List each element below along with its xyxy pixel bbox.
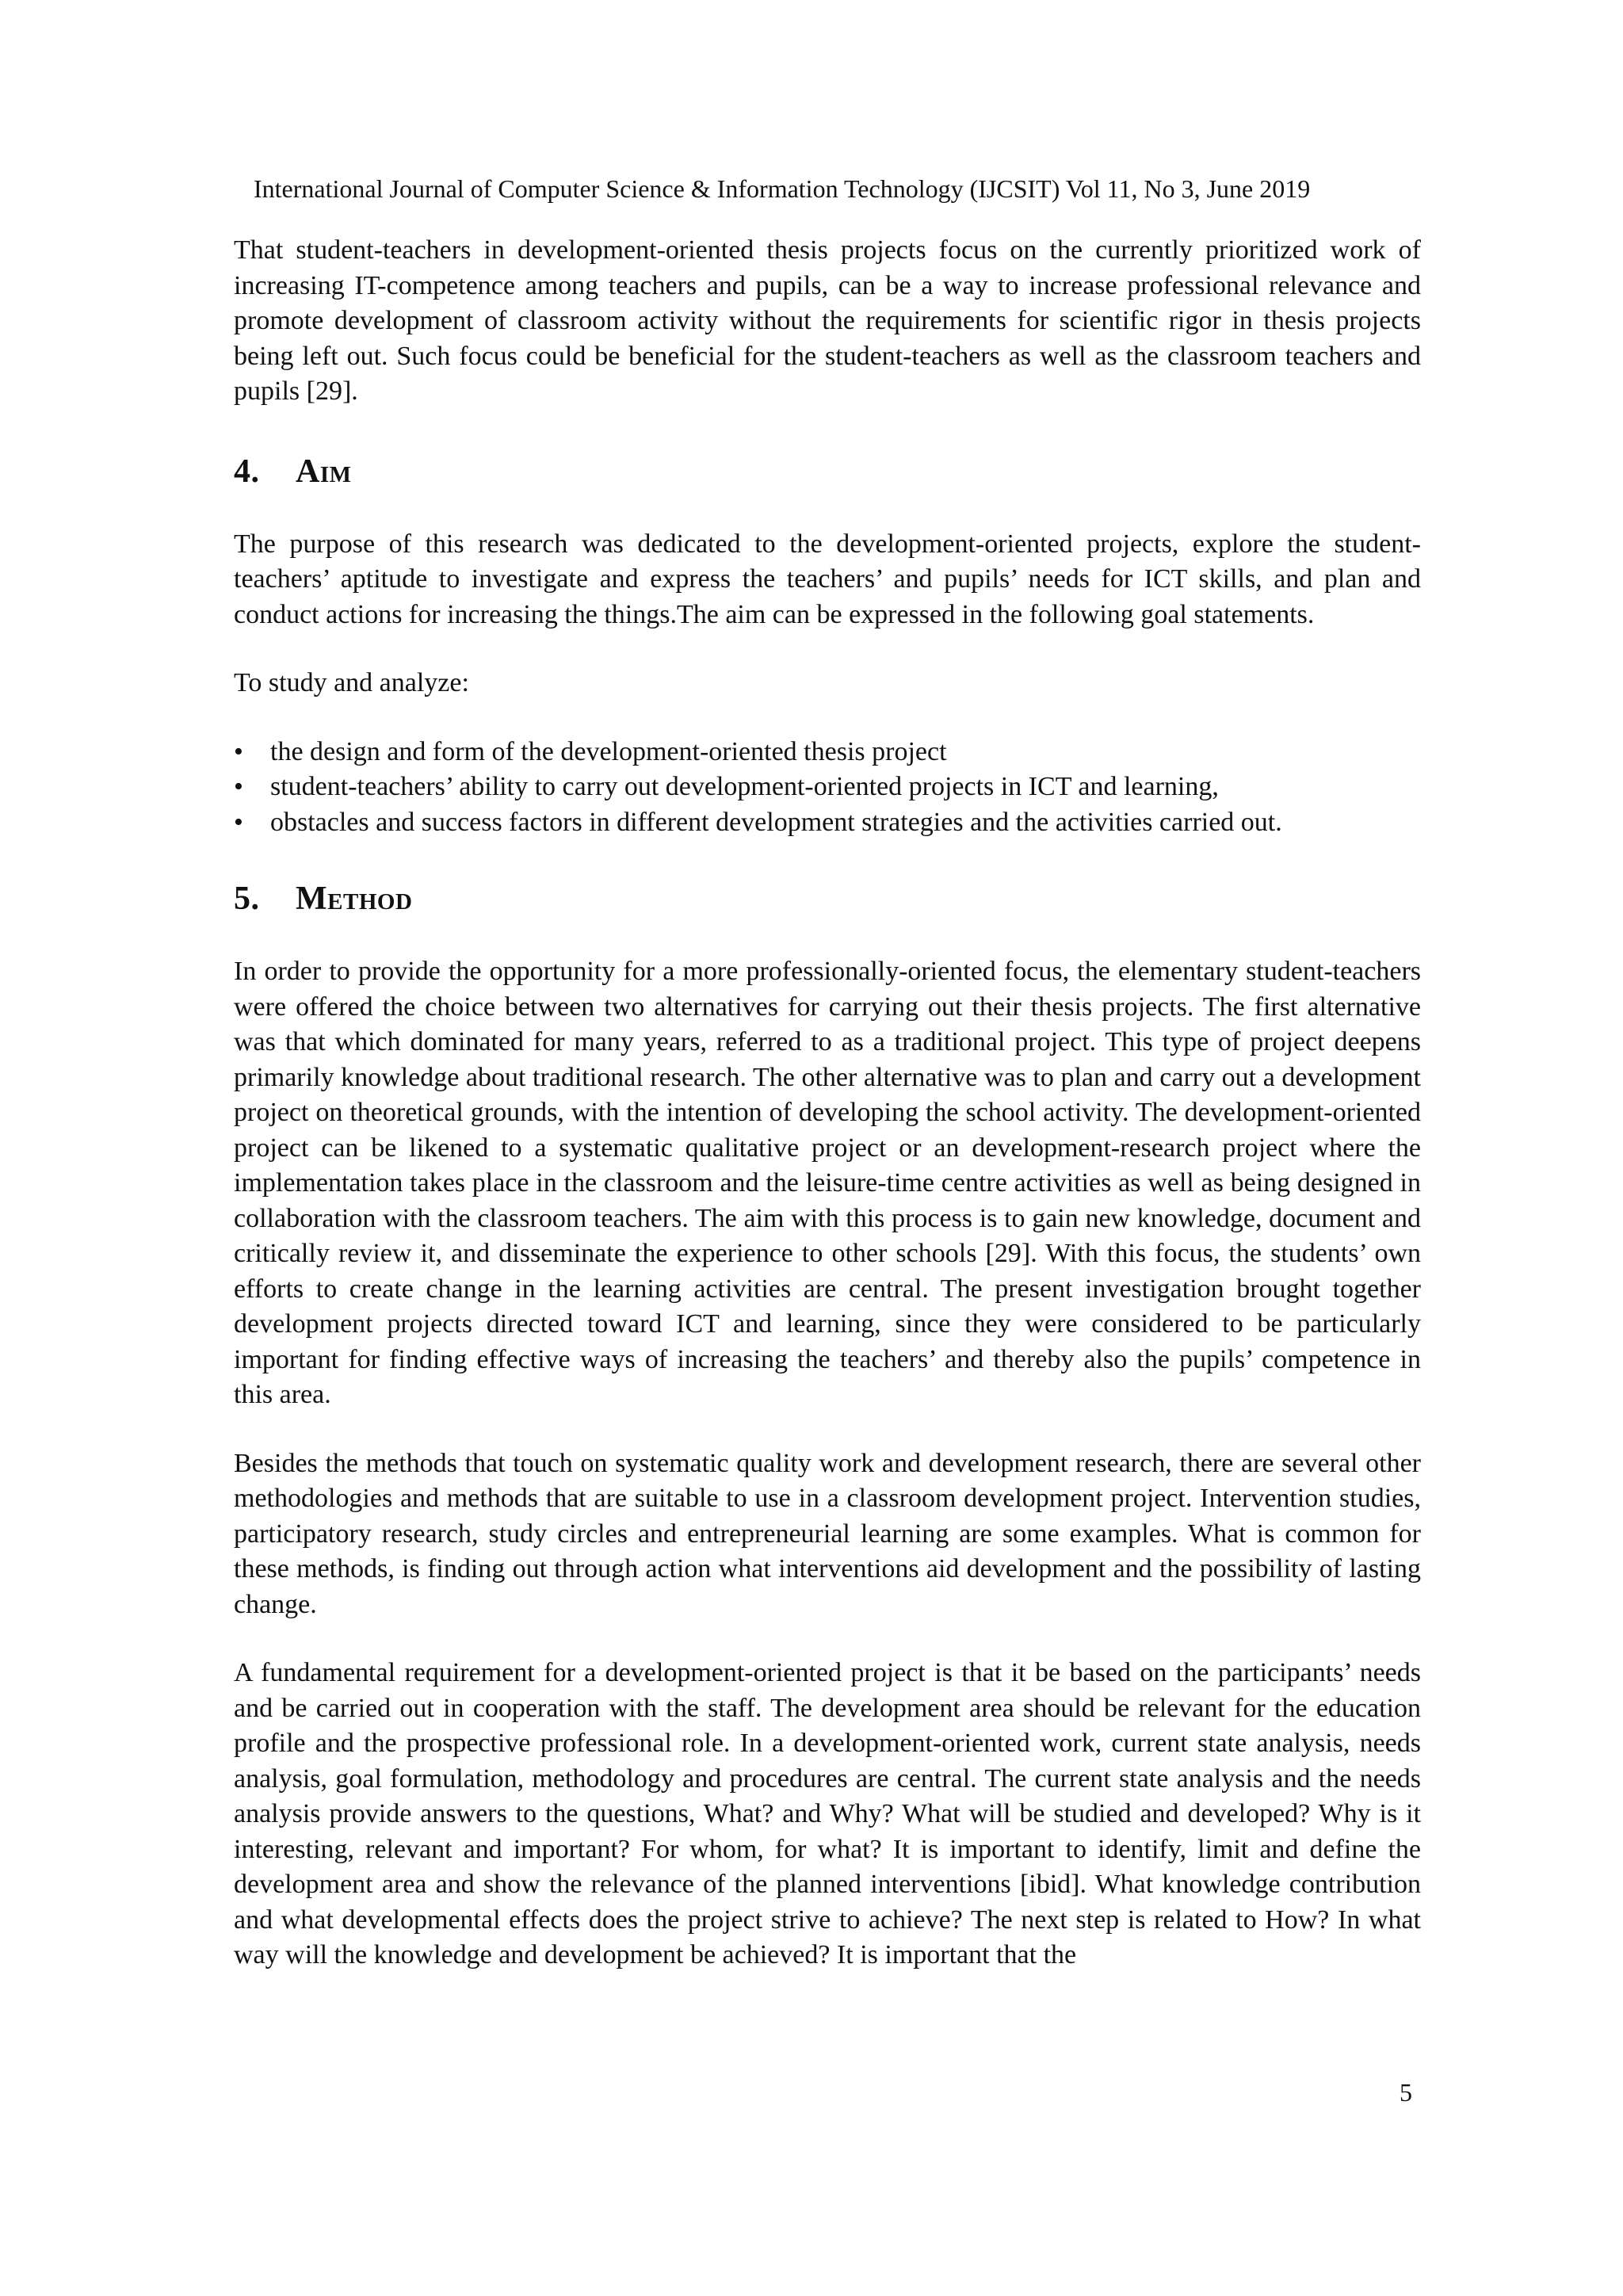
bullet-icon: • bbox=[234, 807, 243, 837]
section-number: 4. bbox=[234, 453, 260, 490]
list-item: • student-teachers’ ability to carry out development-oriented projects in ICT and learning, bbox=[234, 770, 1421, 805]
section-heading-method bbox=[234, 878, 1421, 919]
bullet-icon: • bbox=[234, 772, 243, 801]
running-header: International Journal of Computer Science & Information Technology (IJCSIT) Vol 11, No 3, June 2019 bbox=[254, 174, 1311, 203]
bullet-icon: • bbox=[234, 736, 243, 766]
goal-list bbox=[234, 735, 1421, 841]
list-item: • the design and form of the development-oriented thesis project bbox=[234, 735, 1421, 770]
section-title: Aim bbox=[296, 453, 352, 490]
page-body bbox=[234, 233, 1421, 1973]
section-number: 5. bbox=[234, 881, 260, 917]
aim-lead-in: To study and analyze: bbox=[234, 668, 469, 697]
aim-paragraph: The purpose of this research was dedicated to the development-oriented projects, explore the student-teachers’ aptitude to investigate and express the teachers’ and pupils’ needs for ICT skills, and plan and conduct actions for increasing the things.The aim can be expressed in the following goal statements. bbox=[234, 529, 1421, 629]
section-title: Method bbox=[296, 881, 413, 917]
page-number: 5 bbox=[1400, 2078, 1412, 2107]
list-item: • obstacles and success factors in different development strategies and the activities carried out. bbox=[234, 805, 1421, 841]
intro-paragraph: That student-teachers in development-oriented thesis projects focus on the currently prioritized work of increasing IT-competence among teachers and pupils, can be a way to increase professional relevance and promote development of classroom activity without the requirements for scientific rigor in thesis projects being left out. Such focus could be beneficial for the student-teachers as well as the classroom teachers and pupils [29]. bbox=[234, 235, 1421, 406]
method-paragraph: A fundamental requirement for a development-oriented project is that it be based on the participants’ needs and be carried out in cooperation with the staff. The development area should be relevant for the education profile and the prospective professional role. In a development-oriented work, current state analysis, needs analysis, goal formulation, methodology and procedures are central. The current state analysis and the needs analysis provide answers to the questions, What? and Why? What will be studied and developed? Why is it interesting, relevant and important? For whom, for what? It is important to identify, limit and define the development area and show the relevance of the planned interventions [ibid]. What knowledge contribution and what developmental effects does the project strive to achieve? The next step is related to How? In what way will the knowledge and development be achieved? It is important that the bbox=[234, 1658, 1421, 1969]
section-heading-aim bbox=[234, 451, 1421, 492]
method-paragraph: Besides the methods that touch on systematic quality work and development research, there are several other methodologies and methods that are suitable to use in a classroom development project. Intervention studies, participatory research, study circles and entrepreneurial learning are some examples. What is common for these methods, is finding out through action what interventions aid development and the possibility of lasting change. bbox=[234, 1448, 1421, 1619]
method-paragraph: In order to provide the opportunity for a more professionally-oriented focus, the elementary student-teachers were offered the choice between two alternatives for carrying out their thesis projects. The first alternative was that which dominated for many years, referred to as a traditional project. This type of project deepens primarily knowledge about traditional research. The other alternative was to plan and carry out a development project on theoretical grounds, with the intention of developing the school activity. The development-oriented project can be likened to a systematic qualitative project or an development-research project where the implementation takes place in the classroom and the leisure-time centre activities as well as being designed in collaboration with the classroom teachers. The aim with this process is to gain new knowledge, document and critically review it, and disseminate the experience to other schools [29]. With this focus, the students’ own efforts to create change in the learning activities are central. The present investigation brought together development projects directed toward ICT and learning, since they were considered to be particularly important for finding effective ways of increasing the teachers’ and thereby also the pupils’ competence in this area. bbox=[234, 957, 1421, 1409]
